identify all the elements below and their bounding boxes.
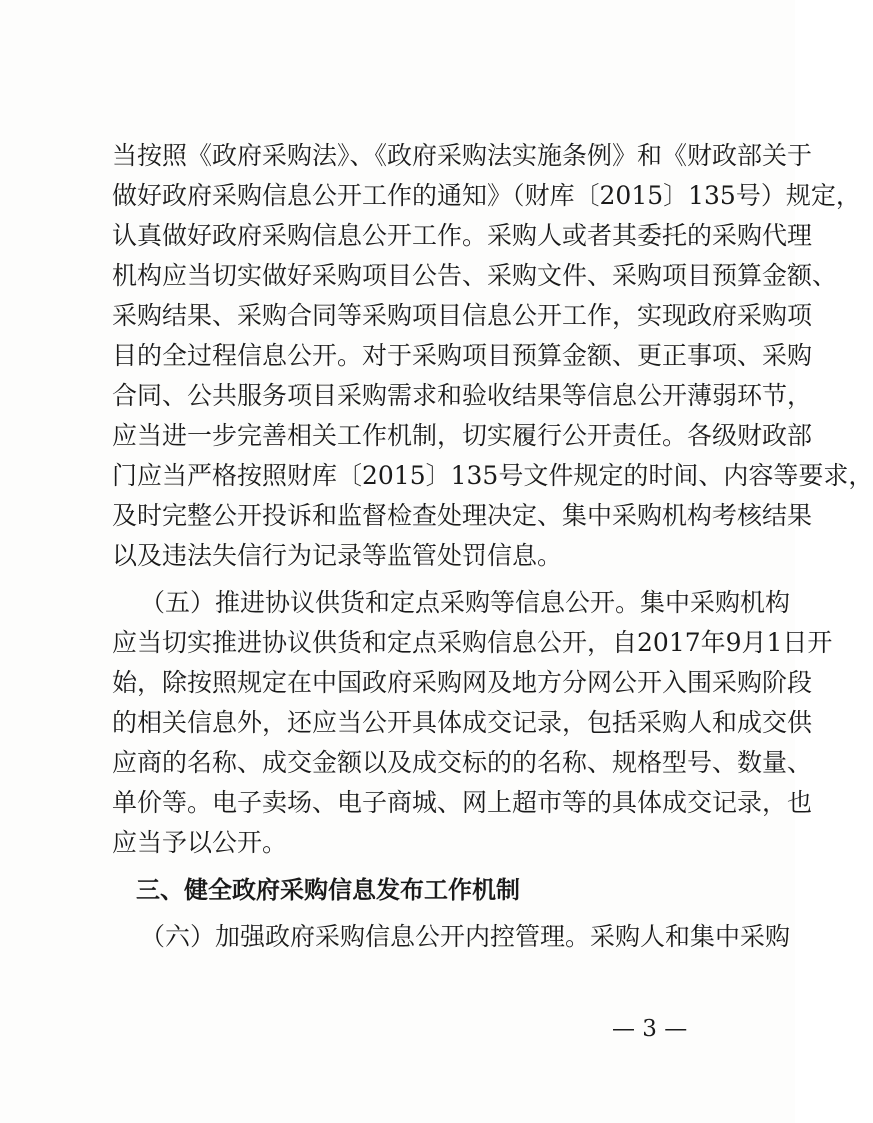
text-line: 做好政府采购信息公开工作的通知》（财库〔2015〕135号）规定， bbox=[112, 181, 861, 210]
text-line: 采购结果、采购合同等采购项目信息公开工作，实现政府采购项 bbox=[112, 301, 813, 330]
page-number: — 3 — bbox=[612, 1016, 688, 1042]
text-line: 应当予以公开。 bbox=[112, 828, 288, 857]
text-line: 应当进一步完善相关工作机制，切实履行公开责任。各级财政部 bbox=[112, 421, 813, 450]
text-line: 应当切实推进协议供货和定点采购信息公开，自2017年9月1日开 bbox=[112, 628, 833, 657]
text-line: 合同、公共服务项目采购需求和验收结果等信息公开薄弱环节， bbox=[112, 381, 813, 410]
text-line: 机构应当切实做好采购项目公告、采购文件、采购项目预算金额、 bbox=[112, 261, 838, 290]
paragraph-gap bbox=[112, 576, 708, 583]
paragraph-gap bbox=[112, 863, 708, 870]
text-line: 的相关信息外，还应当公开具体成交记录，包括采购人和成交供 bbox=[112, 708, 813, 737]
text-line: 当按照《政府采购法》、《政府采购法实施条例》和《财政部关于 bbox=[112, 141, 813, 170]
document-body bbox=[112, 136, 873, 957]
text-line: （六）加强政府采购信息公开内控管理。采购人和集中采购 bbox=[140, 922, 791, 951]
text-line: 单价等。电子卖场、电子商城、网上超市等的具体成交记录，也 bbox=[112, 788, 813, 817]
section-heading: 三、健全政府采购信息发布工作机制 bbox=[136, 876, 520, 904]
paragraph-gap bbox=[112, 910, 708, 917]
text-line: 认真做好政府采购信息公开工作。采购人或者其委托的采购代理 bbox=[112, 221, 813, 250]
text-line: 门应当严格按照财库〔2015〕135号文件规定的时间、内容等要求， bbox=[112, 461, 873, 490]
text-line: 目的全过程信息公开。对于采购项目预算金额、更正事项、采购 bbox=[112, 341, 813, 370]
text-line: 及时完整公开投诉和监督检查处理决定、集中采购机构考核结果 bbox=[112, 501, 813, 530]
text-line: 始，除按照规定在中国政府采购网及地方分网公开入围采购阶段 bbox=[112, 668, 813, 697]
text-line: 应商的名称、成交金额以及成交标的的名称、规格型号、数量、 bbox=[112, 748, 813, 777]
text-line: （五）推进协议供货和定点采购等信息公开。集中采购机构 bbox=[140, 588, 791, 617]
text-line: 以及违法失信行为记录等监管处罚信息。 bbox=[112, 541, 563, 570]
